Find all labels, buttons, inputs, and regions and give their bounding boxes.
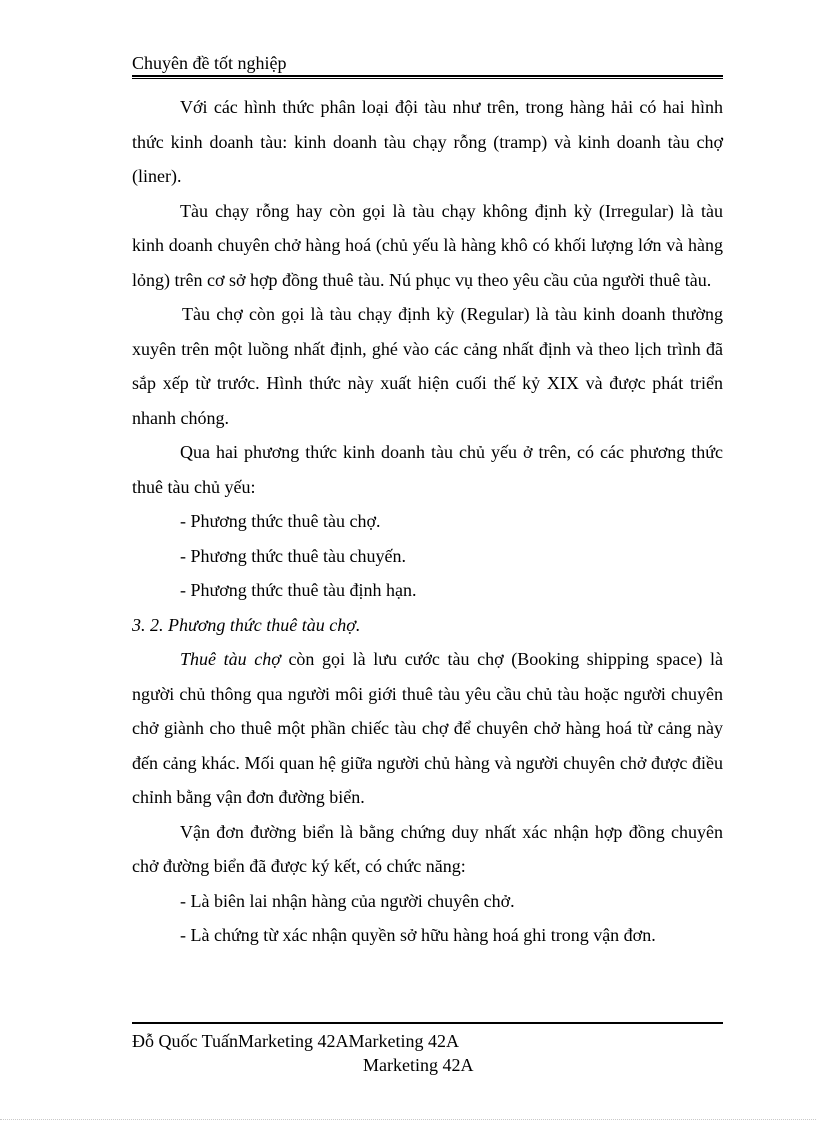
paragraph-2: Tàu chạy rỗng hay còn gọi là tàu chạy không định kỳ (Irregular) là tàu kinh doanh chuyên chở hàng hoá (chủ yếu là hàng khô có khối lượng lớn và hàng lỏng) trên cơ sở hợp đồng thuê tàu. Nú phục vụ theo yêu cầu của người thuê tàu. — [132, 200, 723, 290]
paragraph-4: Qua hai phương thức kinh doanh tàu chủ yếu ở trên, có các phương thức thuê tàu chủ yếu: — [132, 442, 723, 497]
paragraph-1: Với các hình thức phân loại đội tàu như trên, trong hàng hải có hai hình thức kinh doanh tàu: kinh doanh tàu chạy rỗng (tramp) và kinh doanh tàu chợ (liner). — [132, 97, 723, 186]
paragraph-5-emphasis: Thuê tàu chợ — [180, 649, 281, 669]
list-item: - Là chứng từ xác nhận quyền sở hữu hàng hoá ghi trong vận đơn. — [180, 925, 656, 945]
document-body — [132, 90, 723, 953]
paragraph-5-text: còn gọi là lưu cước tàu chợ (Booking shipping space) là người chủ thông qua người môi giới thuê tàu yêu cầu chủ tàu hoặc người chuyên chở giành cho thuê một phần chiếc tàu chợ để chuyên chở hàng hoá từ cảng này đến cảng khác. Mối quan hệ giữa người chủ hàng và người chuyên chở được điều chỉnh bằng vận đơn đường biển. — [132, 649, 723, 807]
paragraph-6: Vận đơn đường biển là bằng chứng duy nhất xác nhận hợp đồng chuyên chở đường biển đã được ký kết, có chức năng: — [132, 821, 723, 876]
page-bottom-edge — [0, 1119, 816, 1120]
header-rule — [132, 75, 723, 79]
paragraph-5 — [132, 642, 723, 815]
footer-class-line: Marketing 42A — [363, 1055, 474, 1075]
footer-rule — [132, 1022, 723, 1024]
list-item: - Là biên lai nhận hàng của người chuyên chở. — [180, 890, 515, 911]
page-header-title: Chuyên đề tốt nghiệp — [132, 53, 287, 73]
list-item: - Phương thức thuê tàu chợ. — [180, 511, 381, 531]
footer-author-line: Đỗ Quốc TuấnMarketing 42AMarketing 42A — [132, 1031, 459, 1051]
list-item: - Phương thức thuê tàu định hạn. — [180, 580, 417, 600]
list-item: - Phương thức thuê tàu chuyến. — [180, 545, 406, 566]
paragraph-3: Tàu chợ còn gọi là tàu chạy định kỳ (Regular) là tàu kinh doanh thường xuyên trên một luồng nhất định, ghé vào các cảng nhất định và theo lịch trình đã sắp xếp từ trước. Hình thức này xuất hiện cuối thế kỷ XIX và được phát triển nhanh chóng. — [132, 304, 723, 428]
section-heading: 3. 2. Phương thức thuê tàu chợ. — [132, 614, 361, 635]
